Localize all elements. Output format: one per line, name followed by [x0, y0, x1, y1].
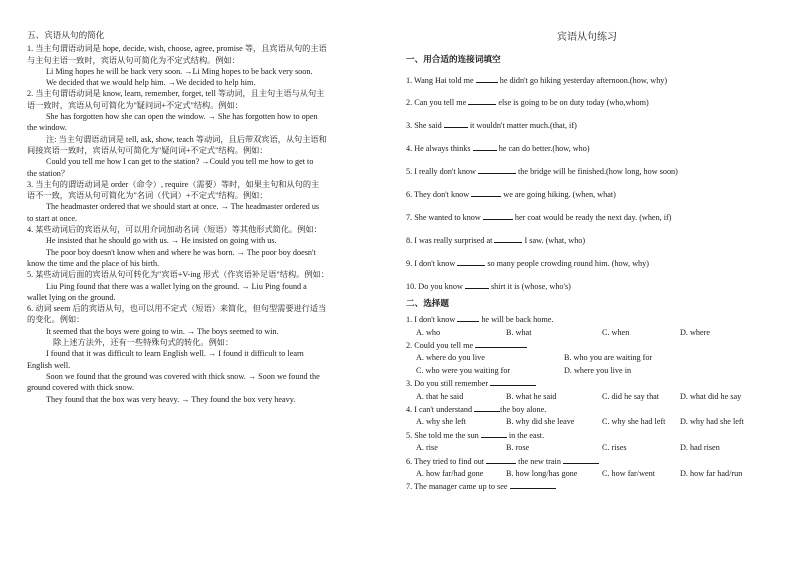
option-d[interactable]: D. what did he say: [680, 391, 742, 401]
example-line: I found that it was difficult to learn English well. → I found it difficult to learn: [46, 349, 304, 359]
choice-question: 7. The manager came up to see: [406, 480, 768, 493]
rule-5-line: 5. 某些动词后面的宾语从句可转化为"宾语+V-ing 形式（作宾语补足语"结构。例如：: [27, 270, 329, 280]
fill-question: 9. I don't know so many people crowding round him. (how, why): [406, 258, 649, 268]
example-line: They found that the box was very heavy. → They found the box very heavy.: [46, 394, 296, 404]
option-b[interactable]: B. how long/has gone: [506, 469, 578, 479]
rule-3-line: 3. 当主句的谓语动词是 order（命令）, require（需要）等时，如果主句和从句的主: [27, 179, 320, 189]
option-c[interactable]: C. how far/went: [602, 469, 655, 479]
answer-blank[interactable]: [563, 455, 599, 464]
choice-question: 5. She told me the sun in the east.: [406, 430, 545, 440]
rule-1-line: 1. 当主句谓语动词是 hope, decide, wish, choose, agree, promise 等，且宾语从句的主语: [27, 44, 327, 54]
option-b[interactable]: B. what he said: [506, 391, 557, 401]
example-line: Soon we found that the ground was covered with thick snow. → Soon we found the: [46, 371, 320, 381]
rule-2-line: 语一致时，宾语从句可简化为"疑问词+不定式"结构。例如：: [27, 100, 243, 110]
fill-question: 3. She said it wouldn't matter much.(that, if): [406, 121, 577, 131]
example-line: Liu Ping found that there was a wallet lying on the ground. → Liu Ping found a: [46, 281, 307, 291]
example-line: The poor boy doesn't know when and where he was born. → The poor boy doesn't: [46, 247, 316, 257]
rule-6-line: 6. 动词 seem 后的宾语从句，也可以用不定式（短语）来简化，但句型需要进行适当: [27, 304, 327, 314]
choice-question: 1. I don't know he will be back home.: [406, 315, 554, 325]
answer-blank[interactable]: [444, 119, 468, 128]
example-line: the station？: [27, 168, 70, 178]
answer-blank[interactable]: [473, 142, 497, 151]
choice-options: [406, 327, 768, 339]
option-c[interactable]: C. who were you waiting for: [416, 365, 511, 375]
option-b[interactable]: B. rose: [506, 443, 530, 453]
answer-blank[interactable]: [474, 403, 500, 412]
answer-blank[interactable]: [481, 429, 507, 438]
fill-question: 8. I was really surprised at I saw. (what, who): [406, 235, 586, 245]
answer-blank[interactable]: [468, 96, 496, 105]
answer-blank[interactable]: [471, 188, 501, 197]
option-b[interactable]: B. who you are waiting for: [564, 353, 653, 363]
example-line: Could you tell me how I can get to the station? →Could you tell me how to get to: [46, 157, 314, 167]
fill-question: 4. He always thinks he can do better.(how, who): [406, 144, 590, 154]
option-c[interactable]: C. did he say that: [602, 391, 660, 401]
answer-blank[interactable]: [457, 313, 479, 322]
fill-question: 7. She wanted to know her coat would be ready the next day. (when, if): [406, 212, 672, 222]
special-note-line: 除上述方法外，还有一些特殊句式的转化。例如：: [53, 338, 234, 348]
example-line: She has forgotten how she can open the window. → She has forgotten how to open: [46, 112, 318, 122]
option-c[interactable]: C. rises: [602, 443, 627, 453]
fill-question: 2. Can you tell me else is going to be on duty today (who,whom): [406, 98, 649, 108]
answer-blank[interactable]: [476, 74, 498, 83]
rule-6-line: 的变化。例如：: [27, 315, 85, 325]
option-a[interactable]: A. why she left: [416, 417, 467, 427]
answer-blank[interactable]: [475, 339, 527, 348]
section-multiple-choice-heading: 二、选择题: [406, 297, 449, 308]
option-d[interactable]: D. how far had/run: [680, 469, 743, 479]
answer-blank[interactable]: [457, 257, 485, 266]
section-heading: 五、宾语从句的简化: [27, 30, 105, 40]
answer-blank[interactable]: [483, 211, 513, 220]
option-a[interactable]: A. how far/had gone: [416, 469, 484, 479]
exercise-title: 宾语从句练习: [557, 32, 617, 43]
right-column-exercises: [406, 32, 768, 494]
rule-1-line: 与主句主语一致时，宾语从句可简化为不定式结构。例如：: [27, 55, 240, 65]
choice-question: 6. They tried to find out the new train: [406, 455, 768, 468]
option-d[interactable]: D. why had she left: [680, 417, 744, 427]
choice-question: 4. I can't understand the boy alone.: [406, 405, 547, 415]
option-d[interactable]: D. where you live in: [564, 365, 632, 375]
example-line: the window.: [27, 123, 67, 133]
rule-3-line: 语不一致，宾语从句可简化为"名词（代词）+不定式"结构。例如：: [27, 191, 268, 201]
answer-blank[interactable]: [465, 280, 489, 289]
example-line: Li Ming hopes he will be back very soon. →Li Ming hopes to be back very soon.: [46, 66, 313, 76]
fill-question: 5. I really don't know the bridge will be finished.(how long, how soon): [406, 167, 678, 177]
example-line: wallet lying on the ground.: [27, 292, 116, 302]
choice-options: [406, 468, 768, 480]
example-line: ground covered with thick snow.: [27, 383, 135, 393]
fill-question: 10. Do you know shirt it is (whose, who's): [406, 281, 571, 291]
choice-options: [406, 442, 768, 454]
note-line: 间接宾语一致时，宾语从句可简化为"疑问词+不定式"结构。例如：: [27, 145, 268, 155]
option-d[interactable]: D. where: [680, 327, 711, 337]
example-line: The headmaster ordered that we should start at once. → The headmaster ordered us: [46, 202, 320, 212]
choice-options: [406, 365, 768, 377]
choice-options: [406, 352, 768, 364]
option-a[interactable]: A. rise: [416, 443, 438, 453]
choice-options: [406, 416, 768, 428]
choice-question: 3. Do you still remember: [406, 377, 768, 390]
choice-options: [406, 391, 768, 403]
example-line: We decided that we would help him. →We decided to help him.: [46, 78, 256, 88]
example-line: to start at once.: [27, 213, 78, 223]
example-line: It seemed that the boys were going to win. → The boys seemed to win.: [46, 326, 279, 336]
answer-blank[interactable]: [510, 480, 556, 489]
option-a[interactable]: A. who: [416, 327, 441, 337]
fill-question: 1. Wang Hai told me he didn't go hiking yesterday afternoon.(how, why): [406, 75, 668, 85]
option-c[interactable]: C. when: [602, 327, 630, 337]
section-fill-in-heading: 一、用合适的连接词填空: [406, 54, 501, 65]
note-line: 注: 当主句谓语动词是 tell, ask, show, teach 等动词，且后带双宾语，从句主语和: [46, 134, 327, 144]
option-b[interactable]: B. what: [506, 327, 532, 337]
rule-2-line: 2. 当主句谓语动词是 know, learn, remember, forget, tell 等动词，且主句主语与从句主: [27, 89, 325, 99]
choice-question: 2. Could you tell me: [406, 339, 768, 352]
example-line: English well.: [27, 360, 71, 370]
rule-4-line: 4. 某些动词后的宾语从句，可以用介词加动名词（短语）等其他形式简化。例如：: [27, 225, 322, 235]
fill-question: 6. They don't know we are going hiking. (when, what): [406, 190, 616, 200]
answer-blank[interactable]: [490, 377, 536, 386]
option-a[interactable]: A. where do you live: [416, 353, 485, 363]
option-c[interactable]: C. why she had left: [602, 417, 666, 427]
option-a[interactable]: A. that he said: [416, 391, 464, 401]
option-b[interactable]: B. why did she leave: [506, 417, 575, 427]
example-line: He insisted that he should go with us. → He insisted on going with us.: [46, 236, 277, 246]
example-line: know the time and the place of his birth.: [27, 258, 160, 268]
left-column-grammar-notes: [27, 30, 389, 405]
answer-blank[interactable]: [478, 165, 516, 174]
answer-blank[interactable]: [494, 234, 522, 243]
answer-blank[interactable]: [486, 455, 516, 464]
option-d[interactable]: D. had risen: [680, 443, 720, 453]
